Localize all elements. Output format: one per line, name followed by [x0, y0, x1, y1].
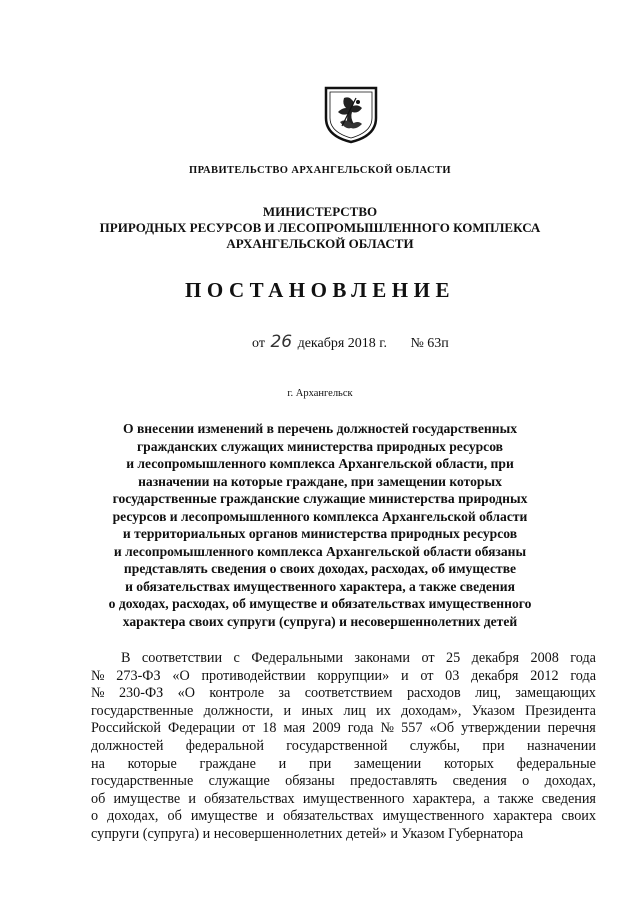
body-word: государственные [91, 702, 194, 719]
body-line [91, 703, 596, 721]
body-word: службы, [409, 737, 460, 754]
body-word: о [522, 773, 530, 790]
body-line [91, 720, 596, 738]
body-word: 557 [401, 720, 423, 737]
body-line [91, 773, 596, 791]
body-word: 03 [445, 667, 460, 684]
body-word: перечня [547, 720, 596, 737]
body-word: федеральные [516, 755, 596, 772]
body-word: от [421, 650, 435, 666]
body-line [91, 808, 596, 826]
title-line: и территориальных органов министерства природных ресурсов [122, 526, 518, 541]
title-line: государственные гражданские служащие министерства природных [112, 491, 528, 506]
body-word: их [376, 702, 391, 719]
document-number: № 63п [410, 336, 449, 351]
body-word: 2008 [530, 650, 559, 666]
body-word: Федерации [168, 720, 236, 737]
body-word: с [233, 650, 240, 666]
body-word: характера, [412, 790, 476, 807]
body-word: также [498, 790, 534, 807]
title-line: и лесопромышленного комплекса Архангельской области обязаны [113, 543, 527, 559]
body-text [91, 650, 596, 844]
body-line [91, 791, 596, 809]
body-word: коррупции» [317, 667, 390, 684]
body-word: доходах, [107, 808, 159, 825]
body-word: которых [443, 755, 494, 772]
date-day-handwritten: 26 [270, 332, 293, 352]
document-type: ПОСТАНОВЛЕНИЕ [185, 278, 455, 302]
body-word: федеральной [185, 737, 264, 754]
body-line [91, 685, 596, 703]
date-and-number [252, 332, 449, 352]
date-rest: декабря 2018 г. [297, 336, 387, 351]
body-word: замещении [354, 755, 422, 772]
coat-of-arms-icon [322, 84, 380, 144]
body-word: № [91, 667, 105, 684]
body-word: лиц [343, 702, 366, 719]
body-line [91, 756, 596, 774]
body-word: утверждении [461, 720, 541, 737]
date-prefix: от [252, 336, 265, 351]
body-word: и [400, 667, 409, 684]
body-word: года [347, 720, 374, 737]
body-word: обязательствах [204, 790, 295, 807]
body-word: доходам», [401, 702, 462, 719]
title-line: и лесопромышленного комплекса Архангельской области, при [126, 456, 514, 471]
body-word: Указом [471, 702, 515, 719]
body-word: назначении [526, 737, 596, 754]
body-word: замещающих [515, 685, 596, 702]
body-word: 273-ФЗ [116, 667, 161, 684]
body-word: обязаны [285, 773, 335, 790]
title-line: гражданских служащих министерства природных ресурсов [136, 438, 504, 454]
body-word: имуществе [190, 808, 258, 825]
body-word: 2012 [530, 667, 559, 684]
title-line: О внесении изменений в перечень должностей государственных [122, 421, 517, 436]
body-word: 2009 [312, 720, 341, 737]
body-word: от [420, 667, 434, 684]
body-word: за [278, 685, 291, 702]
body-word: декабря [471, 667, 519, 684]
body-word: № [380, 720, 395, 737]
title-line: назначении на которые граждане, при замещении которых [138, 473, 502, 489]
body-line: супруги (супруга) и несовершеннолетних детей» и Указом Губернатора [91, 825, 524, 842]
government-name: ПРАВИТЕЛЬСТВО АРХАНГЕЛЬСКОЙ ОБЛАСТИ [189, 165, 451, 176]
ministry-line: АРХАНГЕЛЬСКОЙ ОБЛАСТИ [226, 236, 414, 251]
body-word: и [266, 808, 275, 825]
body-word: должности, [203, 702, 274, 719]
body-word: от [242, 720, 256, 737]
body-word: предоставлять [350, 773, 438, 790]
body-line [91, 650, 596, 668]
body-word: сведения [541, 790, 596, 807]
body-word: соответствии [141, 650, 223, 666]
body-line [91, 668, 596, 686]
ministry-name [0, 204, 640, 252]
ministry-line: МИНИСТЕРСТВО [262, 204, 378, 219]
body-word: при [309, 755, 332, 772]
body-word: сведения [452, 773, 507, 790]
title-line: о доходах, расходах, об имуществе и обязательствах имущественного [108, 596, 532, 611]
body-word: «О [172, 667, 190, 684]
body-word: 18 [262, 720, 277, 737]
ministry-line: ПРИРОДНЫХ РЕСУРСОВ И ЛЕСОПРОМЫШЛЕННОГО КОМПЛЕКСА [99, 220, 541, 235]
body-word: имуществе [113, 790, 181, 807]
body-word: 230-ФЗ [118, 685, 164, 702]
body-word: 25 [446, 650, 461, 666]
body-word: контроле [209, 685, 264, 702]
title-line: характера своих супруги (супруга) и несовершеннолетних детей [122, 613, 518, 629]
body-word: мая [283, 720, 306, 737]
body-word: и [188, 790, 196, 807]
body-word: «О [177, 685, 195, 702]
body-line [91, 738, 596, 756]
body-word: граждане [199, 755, 256, 772]
body-word: законами [354, 650, 411, 666]
body-word: а [483, 790, 490, 807]
title-line: и обязательствах имущественного характера, а также сведения [125, 578, 515, 594]
body-word: года [570, 650, 596, 666]
document-title [60, 420, 580, 630]
body-word: расходов [406, 685, 461, 702]
body-word: года [570, 667, 596, 684]
body-word: на [91, 755, 105, 772]
body-word: должностей [91, 737, 164, 754]
body-word: № [91, 685, 105, 702]
body-word: служащие [208, 773, 270, 790]
body-word: лиц, [475, 685, 501, 702]
body-word: Президента [525, 702, 596, 719]
body-word: государственной [286, 737, 388, 754]
body-word: об [91, 790, 106, 807]
body-word: о [91, 808, 99, 825]
title-line: представлять сведения о своих доходах, расходах, об имуществе [123, 561, 517, 576]
body-word: декабря [471, 650, 520, 666]
body-word: имущественного [382, 808, 485, 825]
title-line: ресурсов и лесопромышленного комплекса Архангельской области [112, 508, 528, 524]
body-word: при [482, 737, 505, 754]
body-word: государственные [91, 773, 194, 790]
body-word: соответствием [304, 685, 393, 702]
body-word: характера [493, 808, 553, 825]
body-word: В [121, 650, 131, 666]
body-word: которые [127, 755, 177, 772]
body-word: своих [561, 808, 596, 825]
body-word: доходах, [544, 773, 596, 790]
body-word: «Об [429, 720, 455, 737]
body-word: и [278, 755, 287, 772]
body-word: Федеральными [251, 650, 343, 666]
body-word: Российской [91, 720, 161, 737]
body-word: имущественного [302, 790, 405, 807]
body-word: иных [301, 702, 334, 719]
body-word: и [283, 702, 292, 719]
body-word: противодействии [201, 667, 306, 684]
body-word: обязательствах [283, 808, 374, 825]
body-word: об [167, 808, 182, 825]
city: г. Архангельск [287, 388, 353, 399]
